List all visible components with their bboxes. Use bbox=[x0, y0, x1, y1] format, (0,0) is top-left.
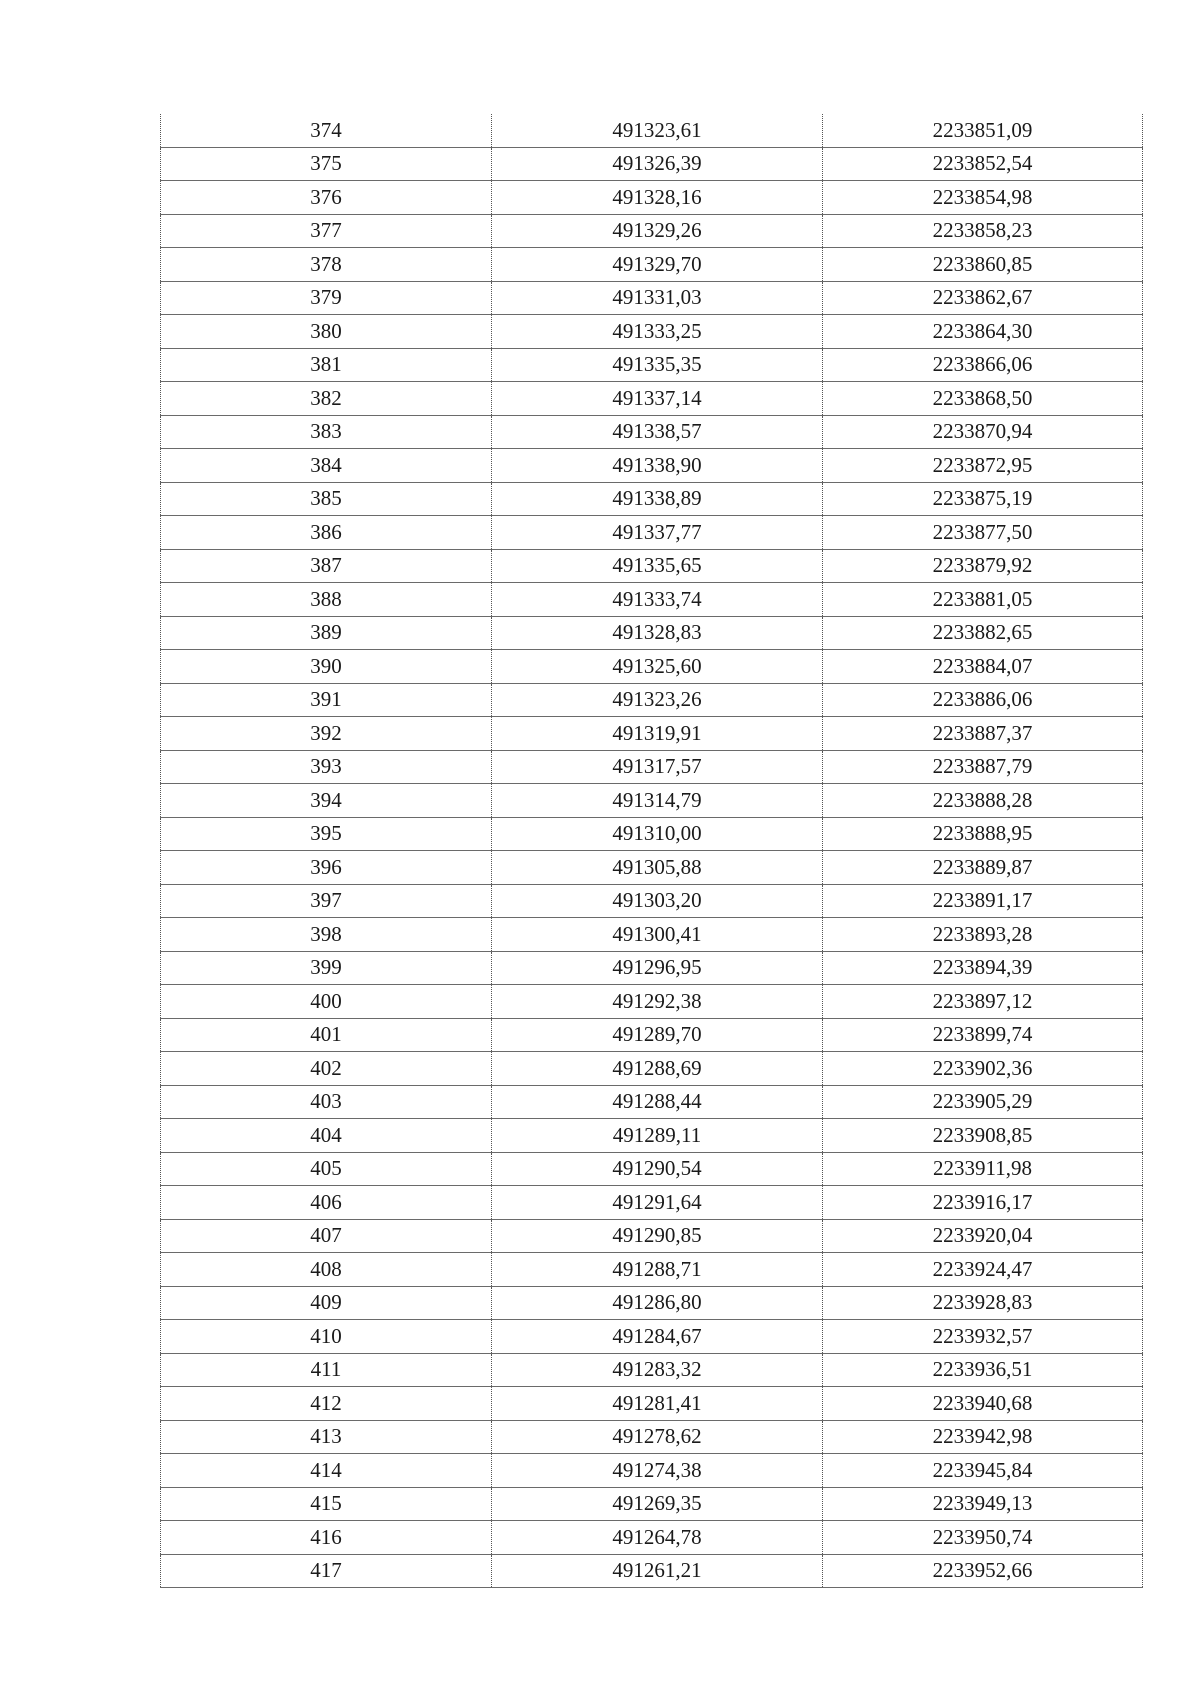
x-coordinate-cell: 491310,00 bbox=[492, 817, 823, 851]
point-number-cell: 410 bbox=[161, 1320, 492, 1354]
x-coordinate-cell: 491323,61 bbox=[492, 114, 823, 147]
x-coordinate-cell: 491269,35 bbox=[492, 1487, 823, 1521]
point-number-cell: 402 bbox=[161, 1052, 492, 1086]
y-coordinate-cell: 2233952,66 bbox=[823, 1554, 1143, 1588]
x-coordinate-cell: 491319,91 bbox=[492, 717, 823, 751]
x-coordinate-cell: 491300,41 bbox=[492, 918, 823, 952]
x-coordinate-cell: 491314,79 bbox=[492, 784, 823, 818]
x-coordinate-cell: 491331,03 bbox=[492, 281, 823, 315]
point-number-cell: 380 bbox=[161, 315, 492, 349]
point-number-cell: 414 bbox=[161, 1454, 492, 1488]
table-row bbox=[161, 147, 1143, 181]
y-coordinate-cell: 2233950,74 bbox=[823, 1521, 1143, 1555]
y-coordinate-cell: 2233928,83 bbox=[823, 1286, 1143, 1320]
x-coordinate-cell: 491335,65 bbox=[492, 549, 823, 583]
point-number-cell: 378 bbox=[161, 248, 492, 282]
y-coordinate-cell: 2233936,51 bbox=[823, 1353, 1143, 1387]
table-row bbox=[161, 281, 1143, 315]
table-row bbox=[161, 851, 1143, 885]
point-number-cell: 374 bbox=[161, 114, 492, 147]
document-page bbox=[160, 114, 1142, 1588]
x-coordinate-cell: 491264,78 bbox=[492, 1521, 823, 1555]
table-row bbox=[161, 583, 1143, 617]
y-coordinate-cell: 2233872,95 bbox=[823, 449, 1143, 483]
point-number-cell: 393 bbox=[161, 750, 492, 784]
point-number-cell: 413 bbox=[161, 1420, 492, 1454]
y-coordinate-cell: 2233879,92 bbox=[823, 549, 1143, 583]
table-row bbox=[161, 650, 1143, 684]
y-coordinate-cell: 2233851,09 bbox=[823, 114, 1143, 147]
x-coordinate-cell: 491305,88 bbox=[492, 851, 823, 885]
point-number-cell: 398 bbox=[161, 918, 492, 952]
point-number-cell: 400 bbox=[161, 985, 492, 1019]
table-row bbox=[161, 181, 1143, 215]
y-coordinate-cell: 2233868,50 bbox=[823, 382, 1143, 416]
point-number-cell: 394 bbox=[161, 784, 492, 818]
y-coordinate-cell: 2233852,54 bbox=[823, 147, 1143, 181]
point-number-cell: 375 bbox=[161, 147, 492, 181]
point-number-cell: 415 bbox=[161, 1487, 492, 1521]
point-number-cell: 416 bbox=[161, 1521, 492, 1555]
point-number-cell: 397 bbox=[161, 884, 492, 918]
table-row bbox=[161, 985, 1143, 1019]
point-number-cell: 379 bbox=[161, 281, 492, 315]
point-number-cell: 376 bbox=[161, 181, 492, 215]
point-number-cell: 391 bbox=[161, 683, 492, 717]
point-number-cell: 377 bbox=[161, 214, 492, 248]
point-number-cell: 408 bbox=[161, 1253, 492, 1287]
table-row bbox=[161, 114, 1143, 147]
y-coordinate-cell: 2233886,06 bbox=[823, 683, 1143, 717]
point-number-cell: 386 bbox=[161, 516, 492, 550]
x-coordinate-cell: 491333,25 bbox=[492, 315, 823, 349]
point-number-cell: 407 bbox=[161, 1219, 492, 1253]
x-coordinate-cell: 491281,41 bbox=[492, 1387, 823, 1421]
y-coordinate-cell: 2233945,84 bbox=[823, 1454, 1143, 1488]
table-row bbox=[161, 1487, 1143, 1521]
table-row bbox=[161, 951, 1143, 985]
coordinates-table-body bbox=[161, 114, 1143, 1588]
table-row bbox=[161, 1554, 1143, 1588]
table-row bbox=[161, 1253, 1143, 1287]
x-coordinate-cell: 491335,35 bbox=[492, 348, 823, 382]
table-row bbox=[161, 884, 1143, 918]
table-row bbox=[161, 1320, 1143, 1354]
y-coordinate-cell: 2233881,05 bbox=[823, 583, 1143, 617]
point-number-cell: 385 bbox=[161, 482, 492, 516]
x-coordinate-cell: 491289,11 bbox=[492, 1119, 823, 1153]
table-row bbox=[161, 1454, 1143, 1488]
y-coordinate-cell: 2233877,50 bbox=[823, 516, 1143, 550]
x-coordinate-cell: 491284,67 bbox=[492, 1320, 823, 1354]
point-number-cell: 406 bbox=[161, 1186, 492, 1220]
x-coordinate-cell: 491286,80 bbox=[492, 1286, 823, 1320]
point-number-cell: 403 bbox=[161, 1085, 492, 1119]
x-coordinate-cell: 491337,77 bbox=[492, 516, 823, 550]
y-coordinate-cell: 2233887,37 bbox=[823, 717, 1143, 751]
y-coordinate-cell: 2233932,57 bbox=[823, 1320, 1143, 1354]
table-row bbox=[161, 449, 1143, 483]
table-row bbox=[161, 1521, 1143, 1555]
coordinates-table bbox=[160, 114, 1143, 1588]
x-coordinate-cell: 491274,38 bbox=[492, 1454, 823, 1488]
point-number-cell: 381 bbox=[161, 348, 492, 382]
table-row bbox=[161, 616, 1143, 650]
y-coordinate-cell: 2233882,65 bbox=[823, 616, 1143, 650]
x-coordinate-cell: 491296,95 bbox=[492, 951, 823, 985]
y-coordinate-cell: 2233866,06 bbox=[823, 348, 1143, 382]
x-coordinate-cell: 491326,39 bbox=[492, 147, 823, 181]
point-number-cell: 387 bbox=[161, 549, 492, 583]
table-row bbox=[161, 1353, 1143, 1387]
y-coordinate-cell: 2233884,07 bbox=[823, 650, 1143, 684]
y-coordinate-cell: 2233949,13 bbox=[823, 1487, 1143, 1521]
point-number-cell: 396 bbox=[161, 851, 492, 885]
x-coordinate-cell: 491291,64 bbox=[492, 1186, 823, 1220]
y-coordinate-cell: 2233854,98 bbox=[823, 181, 1143, 215]
table-row bbox=[161, 683, 1143, 717]
y-coordinate-cell: 2233940,68 bbox=[823, 1387, 1143, 1421]
x-coordinate-cell: 491292,38 bbox=[492, 985, 823, 1019]
table-row bbox=[161, 516, 1143, 550]
y-coordinate-cell: 2233916,17 bbox=[823, 1186, 1143, 1220]
table-row bbox=[161, 1085, 1143, 1119]
x-coordinate-cell: 491261,21 bbox=[492, 1554, 823, 1588]
point-number-cell: 395 bbox=[161, 817, 492, 851]
x-coordinate-cell: 491338,90 bbox=[492, 449, 823, 483]
x-coordinate-cell: 491323,26 bbox=[492, 683, 823, 717]
table-row bbox=[161, 415, 1143, 449]
table-row bbox=[161, 248, 1143, 282]
x-coordinate-cell: 491288,71 bbox=[492, 1253, 823, 1287]
x-coordinate-cell: 491328,16 bbox=[492, 181, 823, 215]
y-coordinate-cell: 2233858,23 bbox=[823, 214, 1143, 248]
point-number-cell: 412 bbox=[161, 1387, 492, 1421]
y-coordinate-cell: 2233893,28 bbox=[823, 918, 1143, 952]
table-row bbox=[161, 717, 1143, 751]
table-row bbox=[161, 1186, 1143, 1220]
x-coordinate-cell: 491333,74 bbox=[492, 583, 823, 617]
y-coordinate-cell: 2233924,47 bbox=[823, 1253, 1143, 1287]
y-coordinate-cell: 2233897,12 bbox=[823, 985, 1143, 1019]
table-row bbox=[161, 482, 1143, 516]
y-coordinate-cell: 2233908,85 bbox=[823, 1119, 1143, 1153]
table-row bbox=[161, 817, 1143, 851]
y-coordinate-cell: 2233905,29 bbox=[823, 1085, 1143, 1119]
x-coordinate-cell: 491317,57 bbox=[492, 750, 823, 784]
point-number-cell: 411 bbox=[161, 1353, 492, 1387]
point-number-cell: 401 bbox=[161, 1018, 492, 1052]
y-coordinate-cell: 2233870,94 bbox=[823, 415, 1143, 449]
x-coordinate-cell: 491278,62 bbox=[492, 1420, 823, 1454]
point-number-cell: 392 bbox=[161, 717, 492, 751]
x-coordinate-cell: 491283,32 bbox=[492, 1353, 823, 1387]
y-coordinate-cell: 2233891,17 bbox=[823, 884, 1143, 918]
table-row bbox=[161, 1219, 1143, 1253]
table-row bbox=[161, 784, 1143, 818]
table-row bbox=[161, 348, 1143, 382]
point-number-cell: 409 bbox=[161, 1286, 492, 1320]
point-number-cell: 405 bbox=[161, 1152, 492, 1186]
y-coordinate-cell: 2233889,87 bbox=[823, 851, 1143, 885]
point-number-cell: 383 bbox=[161, 415, 492, 449]
y-coordinate-cell: 2233887,79 bbox=[823, 750, 1143, 784]
x-coordinate-cell: 491329,26 bbox=[492, 214, 823, 248]
x-coordinate-cell: 491288,69 bbox=[492, 1052, 823, 1086]
table-row bbox=[161, 918, 1143, 952]
x-coordinate-cell: 491288,44 bbox=[492, 1085, 823, 1119]
point-number-cell: 399 bbox=[161, 951, 492, 985]
table-row bbox=[161, 1152, 1143, 1186]
point-number-cell: 382 bbox=[161, 382, 492, 416]
table-row bbox=[161, 1119, 1143, 1153]
y-coordinate-cell: 2233942,98 bbox=[823, 1420, 1143, 1454]
table-row bbox=[161, 1018, 1143, 1052]
table-row bbox=[161, 214, 1143, 248]
point-number-cell: 384 bbox=[161, 449, 492, 483]
y-coordinate-cell: 2233862,67 bbox=[823, 281, 1143, 315]
x-coordinate-cell: 491338,57 bbox=[492, 415, 823, 449]
table-row bbox=[161, 1387, 1143, 1421]
y-coordinate-cell: 2233920,04 bbox=[823, 1219, 1143, 1253]
table-row bbox=[161, 382, 1143, 416]
x-coordinate-cell: 491289,70 bbox=[492, 1018, 823, 1052]
table-row bbox=[161, 315, 1143, 349]
y-coordinate-cell: 2233911,98 bbox=[823, 1152, 1143, 1186]
point-number-cell: 390 bbox=[161, 650, 492, 684]
point-number-cell: 417 bbox=[161, 1554, 492, 1588]
x-coordinate-cell: 491290,54 bbox=[492, 1152, 823, 1186]
y-coordinate-cell: 2233875,19 bbox=[823, 482, 1143, 516]
x-coordinate-cell: 491337,14 bbox=[492, 382, 823, 416]
y-coordinate-cell: 2233894,39 bbox=[823, 951, 1143, 985]
table-row bbox=[161, 750, 1143, 784]
y-coordinate-cell: 2233888,95 bbox=[823, 817, 1143, 851]
y-coordinate-cell: 2233899,74 bbox=[823, 1018, 1143, 1052]
x-coordinate-cell: 491290,85 bbox=[492, 1219, 823, 1253]
x-coordinate-cell: 491303,20 bbox=[492, 884, 823, 918]
point-number-cell: 388 bbox=[161, 583, 492, 617]
y-coordinate-cell: 2233902,36 bbox=[823, 1052, 1143, 1086]
x-coordinate-cell: 491338,89 bbox=[492, 482, 823, 516]
x-coordinate-cell: 491328,83 bbox=[492, 616, 823, 650]
point-number-cell: 404 bbox=[161, 1119, 492, 1153]
table-row bbox=[161, 549, 1143, 583]
y-coordinate-cell: 2233860,85 bbox=[823, 248, 1143, 282]
table-row bbox=[161, 1286, 1143, 1320]
table-row bbox=[161, 1420, 1143, 1454]
table-row bbox=[161, 1052, 1143, 1086]
y-coordinate-cell: 2233864,30 bbox=[823, 315, 1143, 349]
x-coordinate-cell: 491329,70 bbox=[492, 248, 823, 282]
y-coordinate-cell: 2233888,28 bbox=[823, 784, 1143, 818]
x-coordinate-cell: 491325,60 bbox=[492, 650, 823, 684]
point-number-cell: 389 bbox=[161, 616, 492, 650]
